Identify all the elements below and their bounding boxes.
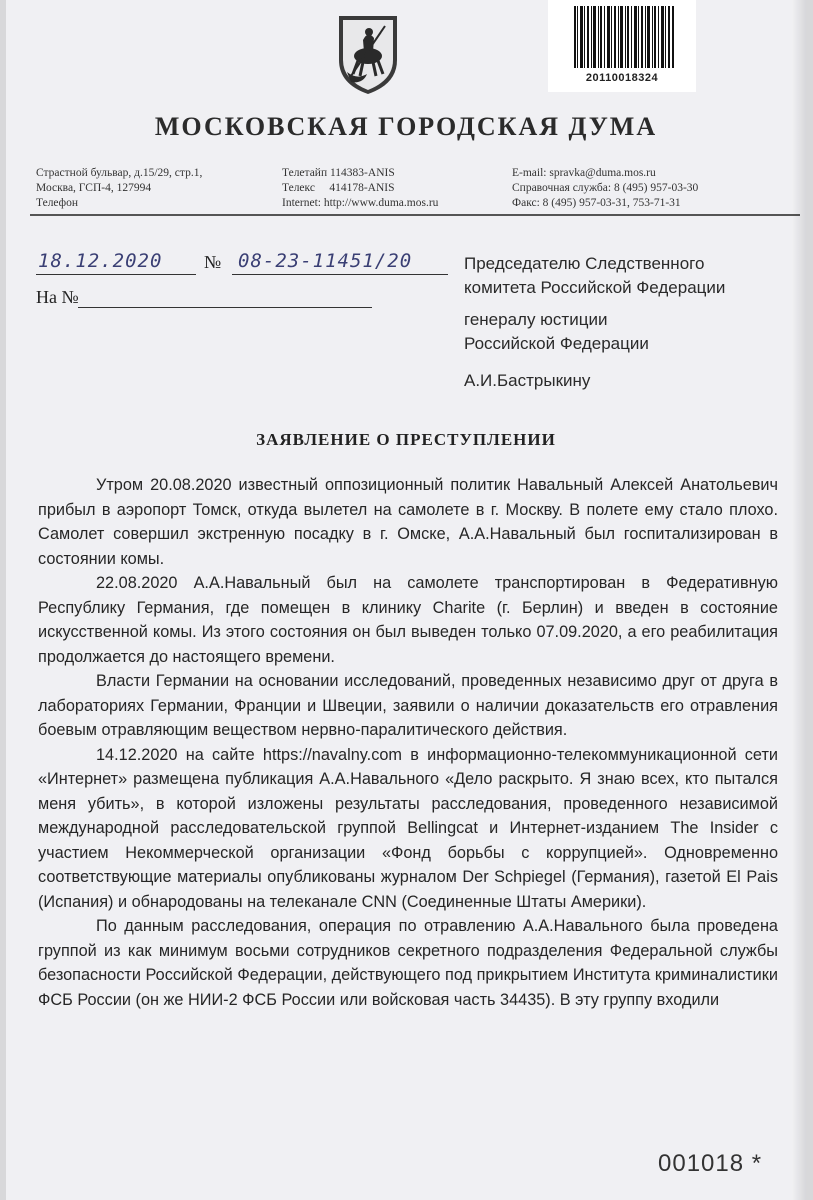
telecom-line: Телекс 414178-ANIS [282,182,395,194]
recipient-line: комитета Российской Федерации [464,278,726,297]
recipient-block [464,252,725,393]
contact-line: Факс: 8 (495) 957-03-31, 753-71-31 [512,197,681,209]
barcode-label [548,0,696,92]
body-paragraph: 14.12.2020 на сайте https://navalny.com в информационно-телекоммуникационной сети «Интернет» размещена публикация А.А.Навального «Дело раскрыто. Я знаю всех, кто пытался меня убить», в которой изложены результаты расследования, проведенного независимой международной расследовательской группой Bellingcat и Интернет-изданием The Insider с участием Некоммерческой организации «Фонд борьбы с коррупцией». Одновременно соответствующие материалы опубликованы журналом Der Schpiegel (Германия), газетой El Pais (Испания) и обнародованы на телеканале CNN (Соединенные Штаты Америки). [38,745,778,911]
number-label: № [204,252,222,272]
page-serial-number: 001018 * [658,1150,763,1177]
reference-field [78,287,372,308]
body-paragraph: 22.08.2020 А.А.Навальный был на самолете транспортирован в Федеративную Республику Германия, где помещен в клинику Charite (г. Берлин) и введен в состояние искусственной комы. Из этого состояния он был выведен только 07.09.2020, а его реабилитация продолжается до настоящего времени. [38,574,778,666]
reference-label: На № [36,287,79,307]
contact-line: E-mail: spravka@duma.mos.ru [512,167,656,179]
recipient-line: генералу юстиции [464,310,608,329]
recipient-name: А.И.Бастрыкину [464,371,591,390]
document-heading: ЗАЯВЛЕНИЕ О ПРЕСТУПЛЕНИИ [256,430,556,449]
organization-title: МОСКОВСКАЯ ГОРОДСКАЯ ДУМА [154,112,658,141]
telecom-line: Телетайп 114383-ANIS [282,167,395,179]
address-line: Страстной бульвар, д.15/29, стр.1, [36,167,203,179]
registration-number: 08-23-11451/20 [238,250,413,272]
telecom-line: Internet: http://www.duma.mos.ru [282,197,439,209]
header-divider [30,214,800,216]
barcode-icon [574,6,674,68]
recipient-line: Российской Федерации [464,334,649,353]
registration-number-field [232,248,448,275]
address-block [36,166,202,211]
telecom-block [282,166,438,211]
body-paragraph: По данным расследования, операция по отравлению А.А.Навального была проведена группой из как минимум восьми сотрудников секретного подразделения Федеральной службы безопасности Российской Федерации, действующего под прикрытием Института криминалистики ФСБ России (он же НИИ-2 ФСБ России или войсковая часть 34435). В эту группу входили [38,917,778,1009]
document-body [38,473,778,1012]
letter-page [6,0,806,1200]
body-paragraph: Власти Германии на основании исследований, проведенных независимо друг от друга в лабораториях Германии, Франции и Швеции, заявили о наличии доказательств его отравления боевым отравляющим веществом нервно-паралитического действия. [38,672,778,739]
contact-line: Справочная служба: 8 (495) 957-03-30 [512,182,699,194]
registration-date: 18.12.2020 [38,250,163,272]
recipient-line: Председателю Следственного [464,254,705,273]
email-phone-block [512,166,698,211]
moscow-coat-of-arms-icon [333,10,403,98]
registration-date-field [36,248,196,275]
address-line: Телефон [36,197,79,209]
body-paragraph: Утром 20.08.2020 известный оппозиционный политик Навальный Алексей Анатольевич прибыл в аэропорт Томск, откуда вылетел на самолете в г. Москву. В полете ему стало плохо. Самолет совершил экстренную посадку в г. Омске, А.А.Навальный был госпитализирован в состоянии комы. [38,476,778,568]
address-line: Москва, ГСП-4, 127994 [36,182,152,194]
barcode-number: 20110018324 [585,72,659,84]
